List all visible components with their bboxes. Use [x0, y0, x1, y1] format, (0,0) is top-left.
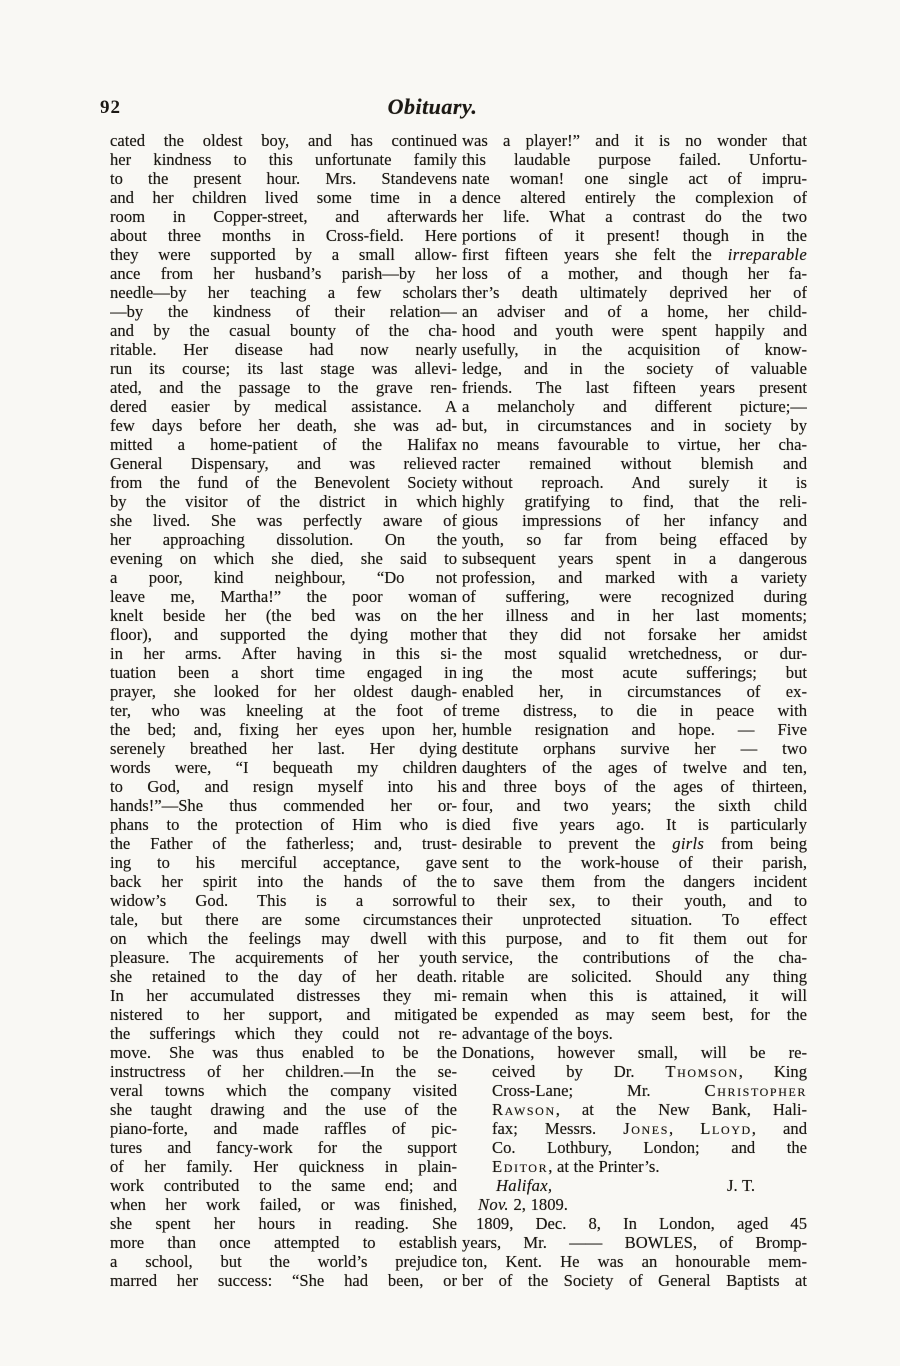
text-line: Cross-Lane; Mr. Christopher — [492, 1081, 807, 1100]
text-line: dered easier by medical assistance. A — [110, 397, 457, 416]
text-line: widow’s God. This is a sorrowful — [110, 891, 457, 910]
text-line: tures and fancy-work for the support — [110, 1138, 457, 1157]
text-line: leave me, Martha!” the poor woman — [110, 587, 457, 606]
text-line: ritable. Her disease had now nearly — [110, 340, 457, 359]
text-line: to God, and resign myself into his — [110, 777, 457, 796]
text-line: on which the feelings may dwell with — [110, 929, 457, 948]
text-line: ber of the Society of General Baptists at — [462, 1271, 807, 1290]
text-line: about three months in Cross-field. Here — [110, 226, 457, 245]
text-line: ance from her husband’s parish—by her — [110, 264, 457, 283]
text-line: ther’s death ultimately deprived her of — [462, 283, 807, 302]
text-line: to save them from the dangers incident — [462, 872, 807, 891]
text-line: ated, and the passage to the grave ren- — [110, 378, 457, 397]
text-line: her kindness to this unfortunate family — [110, 150, 457, 169]
text-line: ritable are solicited. Should any thing — [462, 967, 807, 986]
text-line: ledge, and in the society of valuable — [462, 359, 807, 378]
text-line: they were supported by a small allow- — [110, 245, 457, 264]
text-line: move. She was thus enabled to be the — [110, 1043, 457, 1062]
text-line — [462, 1176, 807, 1195]
text-line: cated the oldest boy, and has continued — [110, 131, 457, 150]
text-line: Rawson, at the New Bank, Hali- — [492, 1100, 807, 1119]
text-line: General Dispensary, and was relieved — [110, 454, 457, 473]
text-line: ton, Kent. He was an honourable mem- — [462, 1252, 807, 1271]
text-line: was a player!” and it is no wonder that — [462, 131, 807, 150]
text-line: Nov. 2, 1809. — [478, 1195, 568, 1214]
text-line: profession, and marked with a variety — [462, 568, 807, 587]
text-line: their unprotected situation. To effect — [462, 910, 807, 929]
text-line: desirable to prevent the girls from being — [462, 834, 807, 853]
text-line: remain when this is attained, it will — [462, 986, 807, 1005]
text-line: tale, but there are some circumstances — [110, 910, 457, 929]
text-line: run its course; its last stage was allevi- — [110, 359, 457, 378]
text-line: the sufferings which they could not re- — [110, 1024, 457, 1043]
text-line: pleasure. The acquirements of her youth — [110, 948, 457, 967]
text-line: humble resignation and hope. — Five — [462, 720, 807, 739]
text-line: friends. The last fifteen years present — [462, 378, 807, 397]
text-line: she retained to the day of her death. — [110, 967, 457, 986]
text-line: veral towns which the company visited — [110, 1081, 457, 1100]
text-line: service, the contributions of the cha- — [462, 948, 807, 967]
text-line: work contributed to the same end; and — [110, 1176, 457, 1195]
text-line: when her work failed, or was finished, — [110, 1195, 457, 1214]
text-line: nate woman! one single act of impru- — [462, 169, 807, 188]
text-line: destitute orphans survive her — two — [462, 739, 807, 758]
text-line: usefully, in the acquisition of know- — [462, 340, 807, 359]
text-line: hood and youth were spent happily and — [462, 321, 807, 340]
text-line: mitted a home-patient of the Halifax — [110, 435, 457, 454]
text-line: knelt beside her (the bed was on the — [110, 606, 457, 625]
text-line: a melancholy and different picture;— — [462, 397, 807, 416]
text-line: this laudable purpose failed. Unfortu- — [462, 150, 807, 169]
text-line: hands!”—She thus commended her or- — [110, 796, 457, 815]
text-line: first fifteen years she felt the irreparable — [462, 245, 807, 264]
text-line: instructress of her children.—In the se- — [110, 1062, 457, 1081]
page-number: 92 — [100, 97, 121, 118]
text-line: racter remained without blemish and — [462, 454, 807, 473]
text-line: gious impressions of her infancy and — [462, 511, 807, 530]
text-line: evening on which she died, she said to — [110, 549, 457, 568]
text-line: portions of it present! though in the — [462, 226, 807, 245]
text-line: needle—by her teaching a few scholars — [110, 283, 457, 302]
text-line: this purpose, and to fit them out for — [462, 929, 807, 948]
text-line: In her accumulated distresses they mi- — [110, 986, 457, 1005]
text-line: to their sex, to their youth, and to — [462, 891, 807, 910]
text-line: an adviser and of a home, her child- — [462, 302, 807, 321]
text-line: serenely breathed her last. Her dying — [110, 739, 457, 758]
text-line: the bed; and, fixing her eyes upon her, — [110, 720, 457, 739]
text-line: treme distress, to die in peace with — [462, 701, 807, 720]
text-line: from the fund of the Benevolent Society — [110, 473, 457, 492]
page-title: Obituary. — [387, 94, 478, 119]
text-line: she taught drawing and the use of the — [110, 1100, 457, 1119]
text-line: 1809, Dec. 8, In London, aged 45 — [476, 1214, 807, 1233]
text-line: enabled her, in circumstances of ex- — [462, 682, 807, 701]
text-line: without reproach. And surely it is — [462, 473, 807, 492]
text-line: —by the kindness of their relation— — [110, 302, 457, 321]
text-line: years, Mr. —— BOWLES, of Bromp- — [462, 1233, 807, 1252]
text-line: back her spirit into the hands of the — [110, 872, 457, 891]
text-line: few days before her death, she was ad- — [110, 416, 457, 435]
text-line: floor), and supported the dying mother — [110, 625, 457, 644]
text-line: subsequent years spent in a dangerous — [462, 549, 807, 568]
text-line: youth, so far from being effaced by — [462, 530, 807, 549]
text-line: her life. What a contrast do the two — [462, 207, 807, 226]
column-right — [462, 131, 807, 1290]
text-line: and by the casual bounty of the cha- — [110, 321, 457, 340]
text-line: Donations, however small, will be re- — [462, 1043, 807, 1062]
text-line: daughters of the ages of twelve and ten, — [462, 758, 807, 777]
column-left — [110, 131, 457, 1290]
text-line: that they did not forsake her amidst — [462, 625, 807, 644]
text-line: and her children lived some time in a — [110, 188, 457, 207]
signature-place: Halifax, — [496, 1176, 553, 1195]
text-line: the Father of the fatherless; and, trust- — [110, 834, 457, 853]
text-line: of her family. Her quickness in plain- — [110, 1157, 457, 1176]
text-line: room in Copper-street, and afterwards — [110, 207, 457, 226]
text-line: highly gratifying to find, that the reli- — [462, 492, 807, 511]
text-line: and three boys of the ages of thirteen, — [462, 777, 807, 796]
text-line: ing the most acute sufferings; but — [462, 663, 807, 682]
text-line: of suffering, were recognized during — [462, 587, 807, 606]
text-line: marred her success: “She had been, or — [110, 1271, 457, 1290]
text-line: to the present hour. Mrs. Standevens — [110, 169, 457, 188]
text-line: ceived by Dr. Thomson, King — [492, 1062, 807, 1081]
text-line: dence altered entirely the complexion of — [462, 188, 807, 207]
text-line: she lived. She was perfectly aware of — [110, 511, 457, 530]
signature-initials: J. T. — [726, 1176, 755, 1195]
text-line: more than once attempted to establish — [110, 1233, 457, 1252]
text-line: a school, but the world’s prejudice — [110, 1252, 457, 1271]
text-line: be expended as may seem best, for the — [462, 1005, 807, 1024]
text-line: by the visitor of the district in which — [110, 492, 457, 511]
text-line: in her arms. After having in this si- — [110, 644, 457, 663]
text-line: ter, who was kneeling at the foot of — [110, 701, 457, 720]
text-line: Co. Lothbury, London; and the — [492, 1138, 807, 1157]
text-line: the most squalid wretchedness, or dur- — [462, 644, 807, 663]
text-line: but, in circumstances and in society by — [462, 416, 807, 435]
text-line: fax; Messrs. Jones, Lloyd, and — [492, 1119, 807, 1138]
text-line: her illness and in her last moments; — [462, 606, 807, 625]
text-line: nistered to her support, and mitigated — [110, 1005, 457, 1024]
text-line: words were, “I bequeath my children — [110, 758, 457, 777]
text-line: Editor, at the Printer’s. — [492, 1157, 660, 1176]
text-line: four, and two years; the sixth child — [462, 796, 807, 815]
text-line: no means favourable to virtue, her cha- — [462, 435, 807, 454]
text-line: she spent her hours in reading. She — [110, 1214, 457, 1233]
text-line: phans to the protection of Him who is — [110, 815, 457, 834]
text-line: died five years ago. It is particularly — [462, 815, 807, 834]
text-line: tuation been a short time engaged in — [110, 663, 457, 682]
text-line: prayer, she looked for her oldest daugh- — [110, 682, 457, 701]
text-line: piano-forte, and made raffles of pic- — [110, 1119, 457, 1138]
text-line: a poor, kind neighbour, “Do not — [110, 568, 457, 587]
text-line: ing to his merciful acceptance, gave — [110, 853, 457, 872]
text-line: advantage of the boys. — [462, 1024, 613, 1043]
page-header — [100, 94, 805, 124]
text-line: loss of a mother, and though her fa- — [462, 264, 807, 283]
text-line: sent to the work-house of their parish, — [462, 853, 807, 872]
text-line: her approaching dissolution. On the — [110, 530, 457, 549]
